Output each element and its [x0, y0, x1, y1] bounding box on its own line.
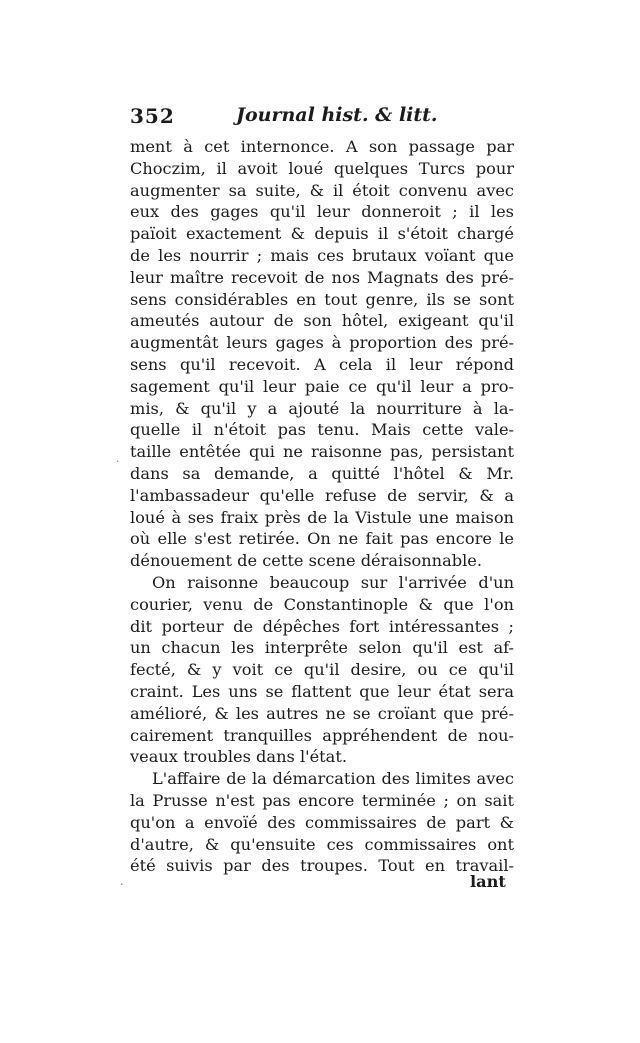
- text-line: taille entêtée qui ne raisonne pas, persistant: [130, 442, 514, 462]
- ink-speck: ·: [120, 878, 124, 891]
- page-number: 352: [130, 104, 175, 128]
- text-line: païoit exactement & depuis il s'étoit chargé: [130, 224, 514, 244]
- text-line: fecté, & y voit ce qu'il desire, ou ce qu'il: [130, 660, 514, 680]
- text-line: veaux troubles dans l'état.: [130, 747, 347, 767]
- text-line: dans sa demande, a quitté l'hôtel & Mr.: [130, 463, 514, 483]
- text-line: amélioré, & les autres ne se croïant que pré-: [130, 703, 514, 723]
- text-line: mis, & qu'il y a ajouté la nourriture à la-: [130, 398, 514, 418]
- paragraph-start-line: L'affaire de la démarcation des limites avec: [152, 769, 514, 789]
- text-line: quelle il n'étoit pas tenu. Mais cette vale-: [130, 420, 514, 440]
- text-line: dit porteur de dépêches fort intéressantes ;: [130, 616, 514, 636]
- ink-speck: ·: [116, 455, 120, 468]
- text-line: de les nourrir ; mais ces brutaux voïant que: [130, 245, 514, 265]
- text-line: qu'on a envoïé des commissaires de part &: [130, 812, 514, 832]
- catchword: lant: [470, 872, 506, 891]
- text-line: un chacun les interprête selon qu'il est af-: [130, 638, 514, 658]
- text-line: été suivis par des troupes. Tout en travail-: [130, 856, 514, 876]
- running-title: Journal hist. & litt.: [236, 104, 438, 126]
- text-line: sens considérables en tout genre, ils se sont: [130, 289, 514, 309]
- text-line: sens qu'il recevoit. A cela il leur répond: [130, 354, 514, 374]
- text-line: sagement qu'il leur paie ce qu'il leur a pro-: [130, 376, 514, 396]
- text-line: augmentât leurs gages à proportion des pré-: [130, 333, 514, 353]
- text-line: dénouement de cette scene déraisonnable.: [130, 551, 483, 571]
- text-line: Choczim, il avoit loué quelques Turcs pour: [130, 158, 514, 178]
- text-line: eux des gages qu'il leur donneroit ; il les: [130, 202, 514, 222]
- text-line: loué à ses fraix près de la Vistule une maison: [130, 507, 514, 527]
- text-line: augmenter sa suite, & il étoit convenu avec: [130, 180, 514, 200]
- text-line: d'autre, & qu'ensuite ces commissaires ont: [130, 834, 514, 854]
- text-line: ment à cet internonce. A son passage par: [130, 137, 514, 156]
- text-line: courier, venu de Constantinople & que l'on: [130, 594, 514, 614]
- paragraph-start-line: On raisonne beaucoup sur l'arrivée d'un: [152, 572, 514, 592]
- text-line: craint. Les uns se flattent que leur état sera: [130, 681, 514, 701]
- text-line: cairement tranquilles appréhendent de nou-: [130, 725, 514, 745]
- page-header: [130, 104, 520, 134]
- text-line: la Prusse n'est pas encore terminée ; on sait: [130, 790, 514, 810]
- body-text: [130, 136, 514, 877]
- text-line: l'ambassadeur qu'elle refuse de servir, & a: [130, 485, 514, 505]
- text-line: ameutés autour de son hôtel, exigeant qu'il: [130, 311, 514, 331]
- text-line: où elle s'est retirée. On ne fait pas encore le: [130, 529, 514, 549]
- text-line: leur maître recevoit de nos Magnats des pré-: [130, 267, 514, 287]
